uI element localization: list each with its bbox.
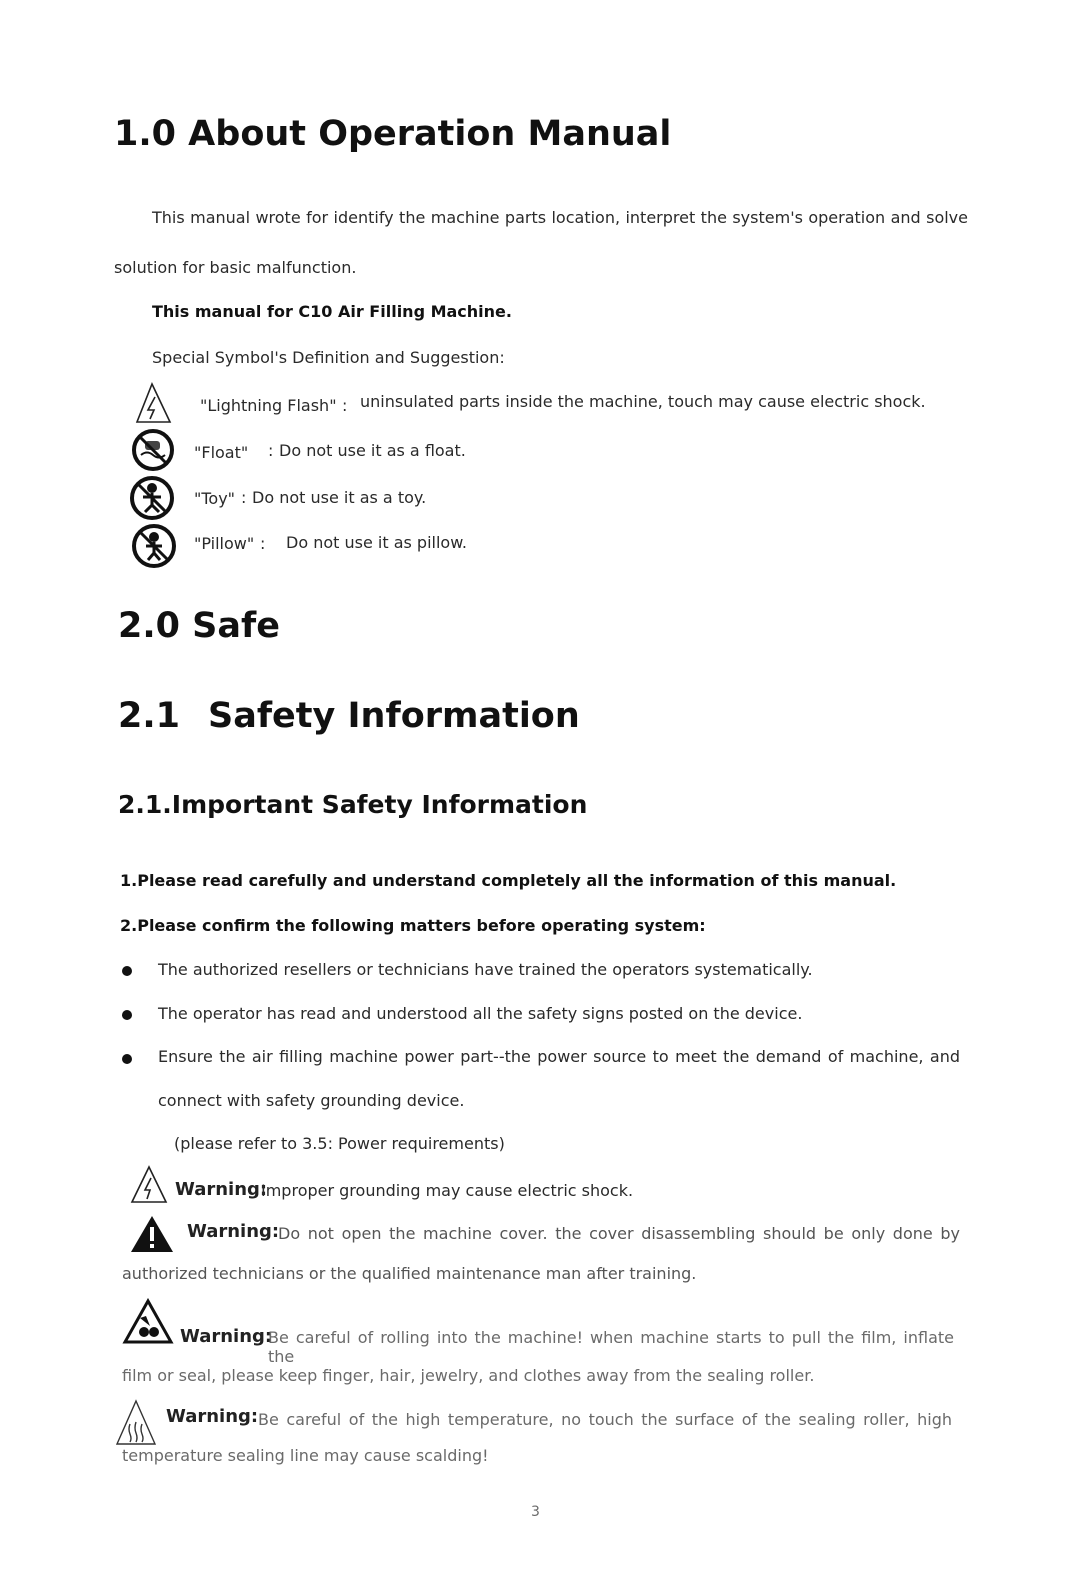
symbol-float-text: Do not use it as a float. (279, 441, 466, 460)
section-2-title: 2.0 Safe (118, 606, 280, 646)
intro-line-2: solution for basic malfunction. (114, 258, 357, 277)
bullet-dot (122, 1010, 132, 1020)
warning-label: Warning: (187, 1221, 280, 1242)
point-1: 1.Please read carefully and understand completely all the information of this manual. (120, 871, 897, 890)
symbol-float-name: "Float" (194, 443, 249, 462)
point-2: 2.Please confirm the following matters before operating system: (120, 916, 706, 935)
hot-surface-triangle-icon (114, 1398, 158, 1448)
bullet-item-3: Ensure the air filling machine power part--the power source to meet the demand of machine, and (158, 1047, 960, 1066)
warning-label: Warning: (166, 1406, 259, 1427)
warning-2-line-1: Do not open the machine cover. the cover disassembling should be only done by (278, 1224, 960, 1243)
warning-4-line-2: temperature sealing line may cause scalding! (122, 1446, 489, 1465)
power-reference: (please refer to 3.5: Power requirements) (174, 1134, 505, 1153)
symbol-toy-text: Do not use it as a toy. (252, 488, 427, 507)
subsection-number: 2.1 (118, 696, 181, 736)
symbol-float-sep: : (268, 441, 274, 460)
symbol-toy-name: "Toy" (194, 489, 236, 508)
subsubsection-title: 2.1.Important Safety Information (118, 790, 588, 819)
page-number: 3 (531, 1504, 540, 1520)
bullet-dot (122, 966, 132, 976)
section-1-title: 1.0 About Operation Manual (114, 114, 672, 154)
bullet-item-1: The authorized resellers or technicians have trained the operators systematically. (158, 960, 813, 979)
lightning-triangle-icon (134, 381, 174, 425)
no-toy-icon (129, 475, 175, 521)
symbol-pillow-text: Do not use it as pillow. (286, 533, 467, 552)
symbol-lightning-sep: : (342, 396, 348, 415)
intro-line-1: This manual wrote for identify the machine parts location, interpret the system's operation and solve (152, 208, 968, 227)
warning-3-line-2: film or seal, please keep finger, hair, jewelry, and clothes away from the sealing roller. (122, 1366, 815, 1385)
warning-4-line-1: Be careful of the high temperature, no touch the surface of the sealing roller, high (258, 1410, 952, 1429)
hand-roller-triangle-icon (122, 1298, 174, 1346)
no-pillow-icon (131, 523, 177, 569)
warning-2-line-2: authorized technicians or the qualified maintenance man after training. (122, 1264, 697, 1283)
symbol-pillow-sep: : (260, 534, 266, 553)
warning-3-line-1: Be careful of rolling into the machine! when machine starts to pull the film, inflate the (268, 1328, 954, 1366)
bullet-item-3-cont: connect with safety grounding device. (158, 1091, 465, 1110)
warning-label: Warning: (175, 1179, 268, 1200)
model-note: This manual for C10 Air Filling Machine. (152, 302, 512, 321)
warning-1-text: Improper grounding may cause electric shock. (261, 1181, 634, 1200)
exclamation-triangle-icon (129, 1214, 175, 1254)
symbol-lightning-name: "Lightning Flash" (200, 396, 337, 415)
symbol-pillow-name: "Pillow" (194, 534, 255, 553)
lightning-triangle-icon (129, 1164, 169, 1206)
bullet-dot (122, 1054, 132, 1064)
symbol-lightning-text: uninsulated parts inside the machine, touch may cause electric shock. (360, 392, 926, 411)
symbol-toy-sep: : (241, 488, 247, 507)
no-float-icon (131, 428, 175, 472)
symbols-heading: Special Symbol's Definition and Suggestion: (152, 348, 505, 367)
bullet-item-2: The operator has read and understood all the safety signs posted on the device. (158, 1004, 803, 1023)
warning-label: Warning: (180, 1326, 273, 1347)
subsection-title: Safety Information (208, 696, 580, 736)
